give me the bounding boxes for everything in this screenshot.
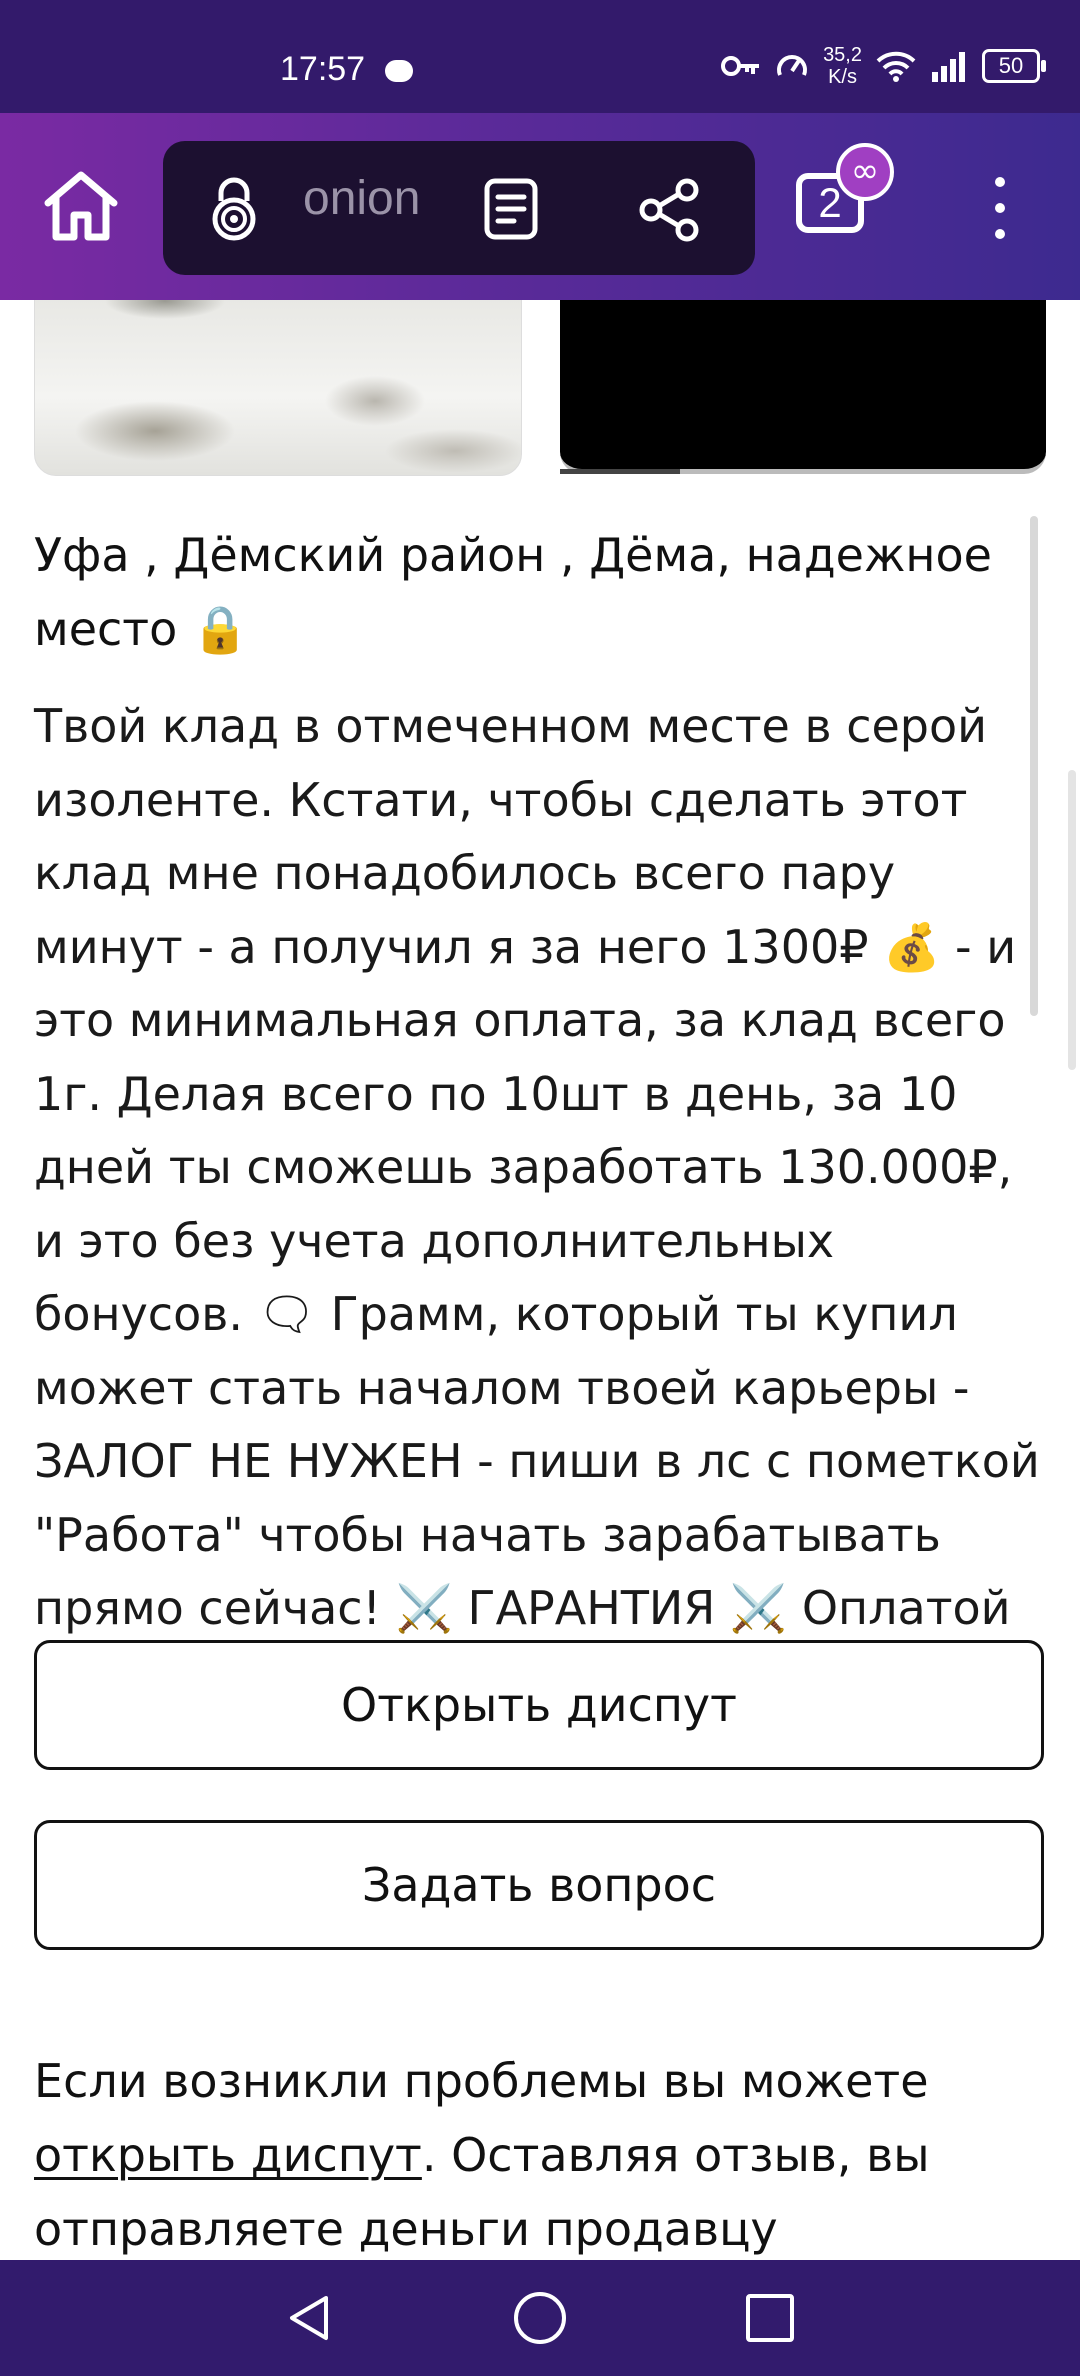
browser-toolbar (0, 113, 1080, 300)
speed-value: 35,2 (823, 44, 862, 66)
data-saver-icon (775, 49, 809, 83)
home-icon[interactable] (40, 165, 122, 247)
dispute-note (34, 2044, 1044, 2260)
status-icons (721, 46, 1040, 86)
chat-notification-icon (385, 60, 413, 82)
page-scrollbar[interactable] (1068, 770, 1076, 1070)
system-nav-bar (0, 2260, 1080, 2376)
back-icon[interactable] (282, 2290, 338, 2346)
video-progress-bar (560, 469, 680, 474)
note-prefix: Если возникли проблемы вы можете (34, 2054, 929, 2108)
home-nav-icon[interactable] (514, 2292, 566, 2344)
signal-icon (930, 50, 968, 82)
listing-description: Твой клад в отмеченном месте в серой изоленте. Кстати, чтобы сделать этот клад мне понадобилось всего пару минут - а получил я за него 1300₽ 💰 - и это минимальная оплата, за клад всего 1г. Делая всего по 10шт в день, за 10 дней ты сможешь заработать 130.000₽, и это без учета дополнительных бонусов. 🗨 Грамм, который ты купил может стать началом твоей карьеры - ЗАЛОГ НЕ НУЖЕН - пиши в лс с пометкой "Работа" чтобы начать зарабатывать прямо сейчас! ⚔️ ГАРАНТИЯ ⚔️ Оплатой (34, 699, 1040, 1635)
photo-snow-thumbnail[interactable] (34, 300, 522, 476)
key-icon (721, 54, 761, 78)
open-dispute-button[interactable]: Открыть диспут (34, 1640, 1044, 1770)
open-dispute-link[interactable]: открыть диспут (34, 2128, 422, 2182)
tab-count: 2 (796, 173, 864, 233)
url-text: onion (303, 172, 421, 225)
private-mode-icon: ∞ (836, 143, 894, 201)
onion-security-icon[interactable] (201, 175, 267, 241)
wifi-icon (876, 50, 916, 82)
address-bar[interactable] (163, 141, 755, 275)
status-bar (0, 0, 1080, 113)
share-icon[interactable] (637, 177, 703, 243)
overflow-menu-icon[interactable] (980, 177, 1020, 245)
page-content (0, 300, 1080, 2260)
reader-mode-icon[interactable] (481, 177, 541, 241)
status-time: 17:57 (280, 50, 366, 88)
battery-icon: 50 (982, 49, 1040, 83)
video-thumbnail[interactable] (560, 300, 1046, 474)
ask-question-button[interactable]: Задать вопрос (34, 1820, 1044, 1950)
recent-apps-icon[interactable] (746, 2294, 794, 2342)
speed-unit: K/s (828, 66, 857, 88)
tabs-button[interactable] (796, 151, 880, 247)
listing-title: Уфа , Дёмский район , Дёма, надежное место 🔒 (34, 528, 992, 656)
note-suffix: . Оставляя отзыв, вы отправляете деньги продавцу (34, 2128, 930, 2256)
network-speed (823, 44, 862, 88)
